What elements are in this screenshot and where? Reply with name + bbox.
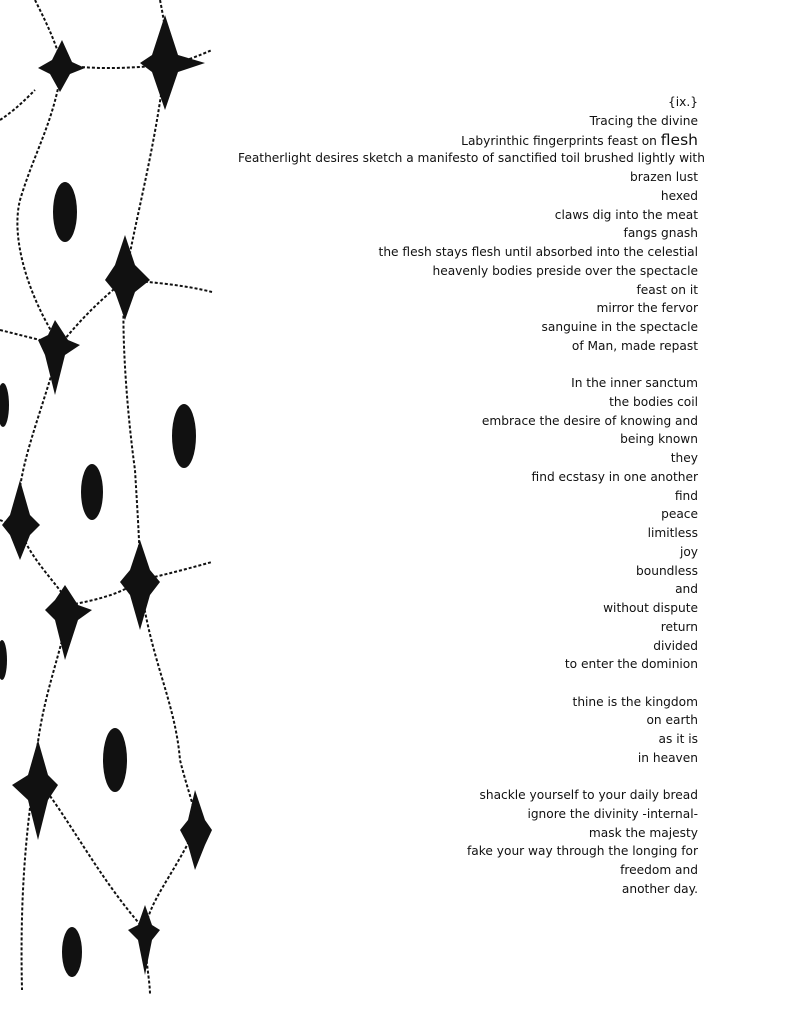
poem-line: on earth [646, 713, 698, 728]
poem-line: mirror the fervor [596, 301, 698, 316]
poem-line: claws dig into the meat [554, 207, 698, 222]
poem-line-text: Labyrinthic fingerprints feast on [461, 133, 661, 148]
poem-line: as it is [658, 732, 698, 746]
stanza-break [238, 356, 698, 375]
stanza-break [238, 768, 698, 787]
poem-line: find [674, 488, 698, 503]
poem-line: heavenly bodies preside over the spectacle [432, 263, 698, 278]
poem-line: limitless [647, 526, 698, 540]
poem-emphasis-word: flesh [660, 130, 698, 149]
poem [238, 93, 705, 899]
poem-line [238, 131, 698, 150]
poem-line: find ecstasy in one another [531, 469, 698, 484]
poem-line: sanguine in the spectacle [541, 320, 698, 334]
poem-line: brazen lust [630, 170, 698, 184]
poem-line: peace [661, 507, 698, 522]
poem-line: embrace the desire of knowing and [481, 413, 698, 428]
poem-line: they [670, 451, 698, 465]
poem-line: to enter the dominion [564, 657, 698, 672]
poem-line: without dispute [603, 601, 698, 615]
poem-line: thine is the kingdom [572, 694, 698, 709]
poem-line: ignore the divinity -internal- [527, 806, 698, 821]
poem-line: joy [679, 544, 698, 559]
poem-line: and [675, 582, 698, 597]
poem-line: divided [653, 638, 698, 653]
poem-line: In the inner sanctum [571, 376, 698, 390]
poem-line: another day. [621, 881, 698, 896]
cell-pattern-illustration [0, 0, 215, 1023]
poem-line: return [660, 619, 698, 634]
poem-line: in heaven [637, 750, 698, 765]
poem-line: shackle yourself to your daily bread [479, 788, 698, 802]
poem-line: boundless [636, 563, 698, 578]
poem-line: feast on it [636, 282, 698, 297]
poem-line: of Man, made repast [571, 338, 698, 353]
poem-title: {ix.} [668, 95, 698, 109]
poem-line: Featherlight desires sketch a manifesto of sanctified toil brushed lightly with [238, 151, 705, 166]
poem-line: the bodies coil [609, 394, 698, 409]
poem-line: the flesh stays flesh until absorbed into the celestial [378, 245, 698, 259]
poem-line: freedom and [620, 863, 698, 877]
poem-line: fake your way through the longing for [467, 844, 698, 859]
poem-line: hexed [660, 188, 698, 203]
poem-line: Tracing the divine [589, 113, 698, 128]
poem-line: fangs gnash [623, 226, 698, 241]
poem-line: being known [620, 432, 698, 447]
stanza-break [238, 674, 698, 693]
poem-line: mask the majesty [588, 825, 698, 840]
